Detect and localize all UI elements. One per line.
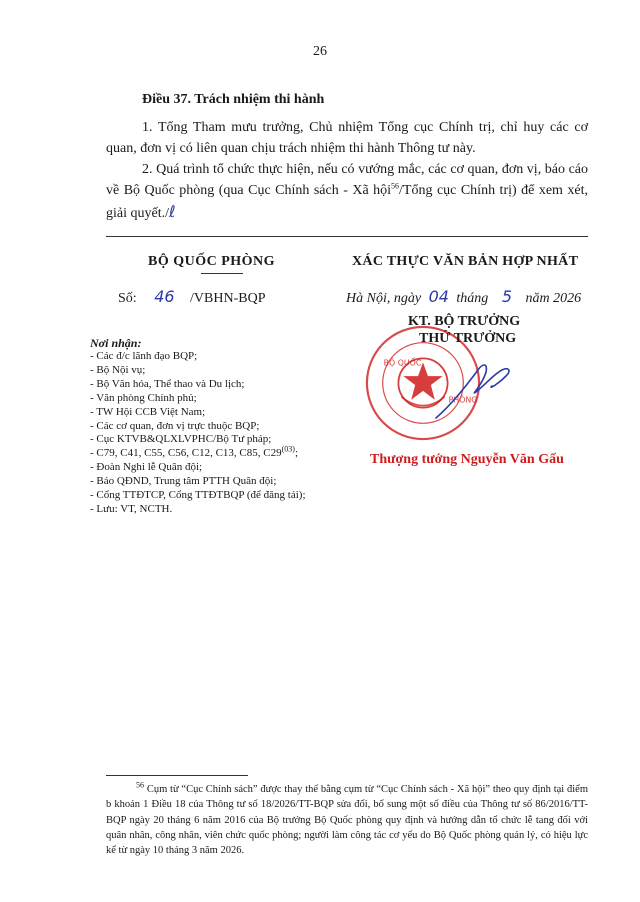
- authentication-title: XÁC THỰC VĂN BẢN HỢP NHẤT: [352, 254, 579, 269]
- recipient-item: - Bộ Văn hóa, Thể thao và Du lịch;: [90, 377, 245, 390]
- svg-text:PHÒNG: PHÒNG: [448, 395, 478, 405]
- footnote: [106, 782, 588, 858]
- handwritten-initial: ℓ: [169, 202, 176, 221]
- footnote-rule: [106, 775, 248, 776]
- recipient-superscript: (03): [281, 444, 295, 454]
- paragraph-2-text-end: /Tổng cục Chính trị) để xem xét, giải quyết./: [106, 183, 588, 221]
- recipient-item-text: - C79, C41, C55, C56, C12, C13, C85, C29: [90, 447, 282, 460]
- handwritten-signature: [432, 352, 516, 424]
- recipient-item: - Đoàn Nghi lễ Quân đội;: [90, 461, 203, 474]
- recipient-item: - Lưu: VT, NCTH.: [90, 502, 173, 515]
- svg-text:BỘ QUỐC: BỘ QUỐC: [383, 358, 422, 368]
- recipient-item: - Báo QĐND, Trung tâm PTTH Quân đội;: [90, 475, 277, 488]
- footnote-text: Cụm từ “Cục Chính sách” được thay thế bằng cụm từ “Cục Chính sách - Xã hội” theo quy định tại điểm b khoản 1 Điều 18 của Thông tư số 18/2026/TT-BQP sửa đổi, bổ sung một số điều của Thông tư số 86/2016/TT-BQP ngày 20 tháng 6 năm 2016 của Bộ trưởng Bộ Quốc phòng quy định và hướng dẫn tổ chức lễ tang đối với quân nhân, công nhân, viên chức quốc phòng; người làm công tác cơ yếu do Bộ Quốc phòng quản lý, có hiệu lực kể từ ngày 10 tháng 3 năm 2026.: [106, 784, 589, 857]
- recipient-item: - Bộ Nội vụ;: [90, 363, 146, 376]
- recipient-item-end: ;: [294, 447, 298, 460]
- recipient-item: - Văn phòng Chính phủ;: [90, 391, 197, 404]
- recipient-item: [90, 444, 306, 461]
- date-line: [346, 287, 581, 307]
- article-paragraph-2: [106, 159, 588, 224]
- handwritten-day: 04: [428, 287, 449, 306]
- page-number: 26: [313, 44, 327, 59]
- document-number: [118, 287, 266, 307]
- signer-title: KT. BỘ TRƯỞNG: [408, 314, 521, 329]
- number-suffix: /VBHN-BQP: [190, 291, 266, 306]
- recipients-list: [90, 350, 306, 517]
- article-paragraph-1: [106, 117, 588, 159]
- recipient-item: - Các đ/c lãnh đạo BQP;: [90, 350, 198, 362]
- recipient-item: - Cục KTVB&QLXLVPHC/Bộ Tư pháp;: [90, 433, 272, 446]
- signer-position: THỨ TRƯỞNG: [419, 331, 517, 346]
- paragraph-2-text-start: 2. Quá trình tổ chức thực hiện, nếu có vướng mắc, các cơ quan, đơn vị, báo cáo về Bộ Quốc phòng (qua Cục Chính sách - Xã hội: [106, 162, 588, 198]
- article-heading: Điều 37. Trách nhiệm thi hành: [142, 92, 325, 107]
- recipient-item: - TW Hội CCB Việt Nam;: [90, 405, 206, 418]
- signer-name: Thượng tướng Nguyễn Văn Gấu: [370, 452, 564, 467]
- handwritten-number: 46: [154, 287, 175, 306]
- organization-underline: [201, 273, 243, 274]
- year-text: năm 2026: [525, 291, 582, 306]
- issuing-organization: BỘ QUỐC PHÒNG: [148, 254, 276, 269]
- month-label: tháng: [456, 291, 489, 306]
- recipient-item: - Các cơ quan, đơn vị trực thuộc BQP;: [90, 419, 260, 432]
- recipients-heading: Nơi nhận:: [90, 336, 142, 350]
- handwritten-month: 5: [501, 287, 512, 306]
- paragraph-1-text: 1. Tổng Tham mưu trưởng, Chủ nhiệm Tổng cục Chính trị, chỉ huy các cơ quan, đơn vị có liên quan chịu trách nhiệm thi hành Thông tư này.: [106, 120, 588, 156]
- number-label: Số:: [118, 291, 137, 306]
- footnote-marker: 56: [136, 780, 144, 790]
- footnote-reference: 56: [391, 181, 400, 191]
- recipient-item: - Cổng TTĐTCP, Cổng TTĐTBQP (để đăng tải);: [90, 489, 306, 502]
- date-prefix: Hà Nội, ngày: [346, 291, 422, 306]
- section-divider: [106, 236, 588, 237]
